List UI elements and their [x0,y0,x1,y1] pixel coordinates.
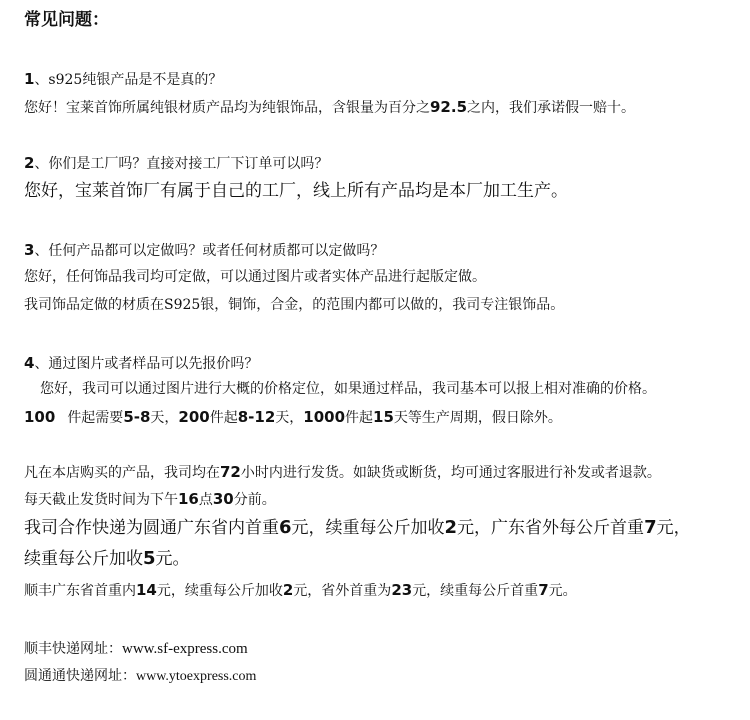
shipping-text: 凡在本店购买的产品，我司均在 [24,465,220,481]
sf-express-link-row [24,640,248,658]
shipping-text: 分前。 [233,492,276,508]
shipping-text: 点 [198,492,213,508]
question-text: 、s925纯银产品是不是真的？ [34,72,223,88]
faq-answer-4-line-1: 您好，我司可以通过图片进行大概的价格定位，如果通过样品，我司基本可以报上相对准确的价格。 [40,381,656,397]
page-title: 常见问题： [24,10,109,30]
shipping-text: 元， [656,518,691,538]
shipping-text: 我司合作快递为圆通广东省内首重 [24,518,279,538]
faq-answer-3-line-2: 我司饰品定做的材质在S925银，铜饰，合金，的范围内都可以做的，我司专注银饰品。 [24,297,565,313]
faq-question-4 [24,354,258,373]
shipping-text: 元，续重每公斤加收 [156,583,283,599]
shipping-text: 元，续重每公斤加收 [291,518,445,538]
shipping-line-3 [24,517,691,539]
answer-text: 之内，我们承诺假一赔十。 [467,100,636,116]
shipping-text: 元，广东省外每公斤首重 [457,518,645,538]
question-number: 2 [24,154,35,172]
faq-question-2 [24,154,328,173]
quantity-value: 1000 [303,408,346,426]
faq-answer-2: 您好，宝莱首饰厂有属于自己的工厂，线上所有产品均是本厂加工生产。 [24,181,568,201]
question-text: 、你们是工厂吗？直接对接工厂下订单可以吗？ [34,156,329,172]
lead-text: 天， [150,410,179,426]
lead-text: 天， [275,410,304,426]
lead-text: 天等生产周期，假日除外。 [393,410,562,426]
faq-answer-3-line-1: 您好，任何饰品我司均可定做，可以通过图片或者实体产品进行起版定做。 [24,269,486,285]
question-number: 3 [24,241,35,259]
link-label: 顺丰快递网址： [24,641,122,657]
price-value: 2 [444,517,458,538]
question-text: 、通过图片或者样品可以先报价吗？ [34,356,259,372]
faq-question-1 [24,70,222,89]
days-value: 15 [373,408,394,426]
faq-answer-4-lead-times [24,408,562,427]
lead-text: 件起需要 [67,410,124,426]
faq-answer-1 [24,98,635,117]
lead-text: 件起 [209,410,238,426]
price-value: 6 [279,517,292,538]
answer-text: 您好！宝莱首饰所属纯银材质产品均为纯银饰品，含银量为百分之 [24,100,430,116]
quantity-value: 200 [178,408,210,426]
shipping-text: 顺丰广东省首重内 [24,583,136,599]
quantity-value: 100 [24,408,56,426]
shipping-line-4 [24,548,190,570]
yto-express-link-row [24,668,256,686]
shipping-line-2 [24,490,276,509]
shipping-line-1 [24,463,661,482]
question-text: 、任何产品都可以定做吗？或者任何材质都可以定做吗？ [34,243,385,259]
shipping-line-5 [24,581,577,600]
shipping-text: 小时内进行发货。如缺货或断货，均可通过客服进行补发或者退款。 [240,465,661,481]
price-value: 2 [282,581,294,599]
link-label: 圆通通快递网址： [24,668,136,684]
price-value: 23 [391,581,413,599]
shipping-text: 续重每公斤加收 [24,549,143,569]
yto-express-url[interactable]: www.ytoexpress.com [136,669,257,684]
hours-value: 72 [220,463,241,481]
cutoff-minute-value: 30 [212,490,234,508]
question-number: 4 [24,354,35,372]
price-value: 7 [644,517,657,538]
sf-express-url[interactable]: www.sf-express.com [122,641,248,657]
lead-text: 件起 [345,410,374,426]
shipping-text: 每天截止发货时间为下午 [24,492,178,508]
shipping-text: 元，省外首重为 [293,583,392,599]
cutoff-hour-value: 16 [178,490,199,508]
silver-content-value: 92.5 [430,98,468,116]
shipping-text: 元。 [548,583,577,599]
shipping-text: 元，续重每公斤首重 [412,583,539,599]
faq-question-3 [24,241,384,260]
shipping-text: 元。 [155,549,190,569]
days-value: 8-12 [237,408,276,426]
price-value: 7 [538,581,549,599]
question-number: 1 [24,70,35,88]
days-value: 5-8 [123,408,151,426]
price-value: 5 [143,548,156,569]
price-value: 14 [136,581,157,599]
